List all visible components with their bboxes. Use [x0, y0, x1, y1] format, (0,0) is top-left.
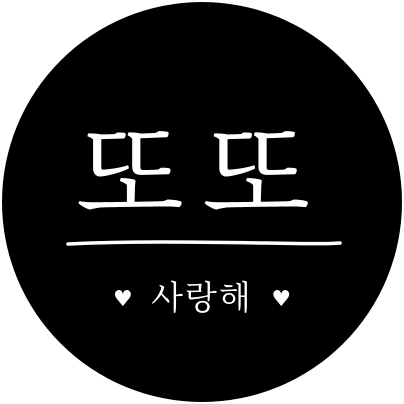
underline-stroke — [66, 238, 342, 248]
sticker-main-text: 또또 — [75, 110, 329, 240]
sticker-message-text: 사랑해 — [151, 278, 253, 317]
right-heart-icon: ♥ — [271, 287, 292, 312]
left-heart-icon: ♥ — [112, 287, 133, 312]
message-line — [0, 276, 404, 322]
